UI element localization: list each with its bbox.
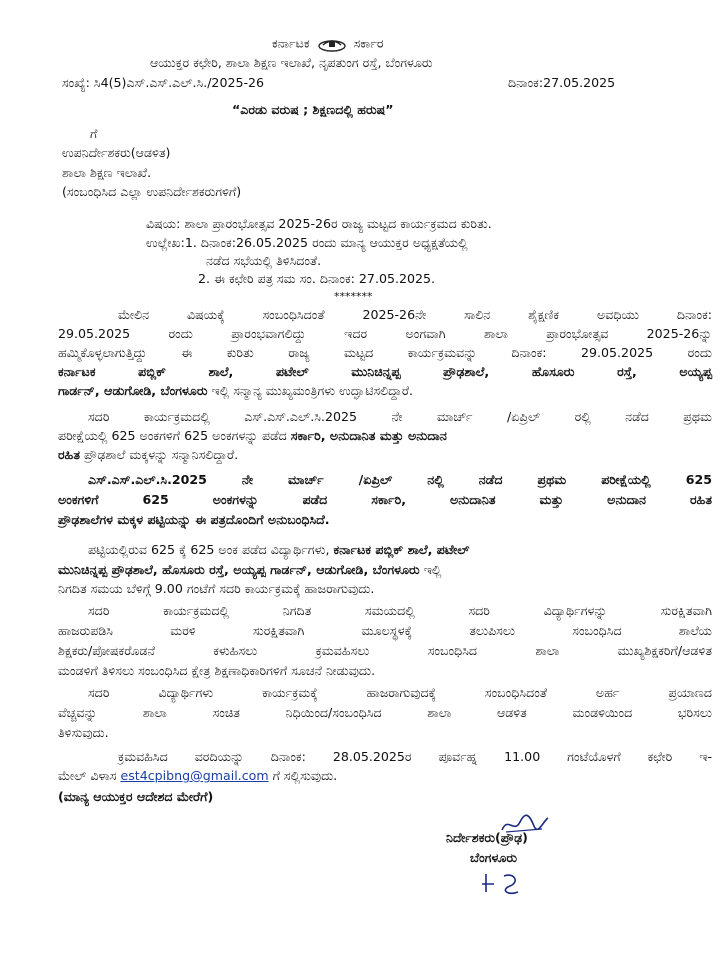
initials xyxy=(480,868,530,901)
para2-line-2 xyxy=(58,430,447,443)
govt-right-text: ಸರ್ಕಾರ xyxy=(353,35,384,51)
slogan: “ಎರಡು ವರುಷ ; ಶಿಕ್ಷಣದಲ್ಲಿ ಹರುಷ” xyxy=(232,102,394,117)
para2-line-2-bold: ಸರ್ಕಾರಿ, ಅನುದಾನಿತ ಮತ್ತು ಅನುದಾನ xyxy=(290,428,447,443)
para2-line-3-rest: ಪ್ರೌಢಶಾಲೆ ಮಕ್ಕಳನ್ನು ಸನ್ಮಾನಿಸಲಿದ್ದಾರೆ. xyxy=(80,447,239,462)
para2-line-2-normal: ಪರೀಕ್ಷೆಯಲ್ಲಿ 625 ಅಂಕಗಳಿಗೆ 625 ಅಂಕಗಳನ್ನು ಪಡೆದ xyxy=(58,428,287,443)
para1-line-2: 29.05.2025 ರಂದು ಪ್ರಾರಂಭವಾಗಲಿದ್ದು ಇದರ ಅಂಗವಾಗಿ ಶಾಲಾ ಪ್ರಾರಂಭೋತ್ಸವ 2025-26ನ್ನು xyxy=(58,326,712,341)
para5-line-3: ಶಿಕ್ಷಕರು/ಪೋಷಕರೊಡನೆ ಕಳುಹಿಸಲು ಕ್ರಮವಹಿಸಲು ಸಂಬಂಧಿಸಿದ ಶಾಲಾ ಮುಖ್ಯಶಿಕ್ಷಕರಿಗೆ/ಆಡಳಿತ xyxy=(58,643,712,658)
para4-line-2-rest: ಇಲ್ಲಿ xyxy=(419,562,442,577)
order-line: (ಮಾನ್ಯ ಆಯುಕ್ತರ ಆದೇಶದ ಮೇರೆಗೆ) xyxy=(58,789,214,804)
letter-date: ದಿನಾಂಕ:27.05.2025 xyxy=(508,75,616,90)
para3-line-3: ಪ್ರೌಢಶಾಲೆಗಳ ಮಕ್ಕಳ ಪಟ್ಟಿಯನ್ನು ಈ ಪತ್ರದೊಂದಿಗೆ ಅನುಬಂಧಿಸಿದೆ. xyxy=(58,512,330,527)
subject-line: ವಿಷಯ: ಶಾಲಾ ಪ್ರಾರಂಭೋತ್ಸವ 2025-26ರ ರಾಜ್ಯ ಮಟ್ಟದ ಕಾರ್ಯಕ್ರಮದ ಕುರಿತು. xyxy=(146,216,492,231)
para6-line-3: ತಿಳಿಸುವುದು. xyxy=(58,725,109,740)
para7-line-2-post: ಗೆ ಸಲ್ಲಿಸುವುದು. xyxy=(272,768,338,783)
para3-line-2: ಅಂಕಗಳಿಗೆ 625 ಅಂಕಗಳನ್ನು ಪಡೆದ ಸರ್ಕಾರಿ, ಅನುದಾನಿತ ಮತ್ತು ಅನುದಾನ ರಹಿತ xyxy=(58,492,712,507)
para4-line-1 xyxy=(88,544,469,557)
addressee-line-1: ಉಪನಿರ್ದೇಶಕರು(ಆಡಳಿತ) xyxy=(62,145,171,160)
reference-1-cont: ನಡೆದ ಸಭೆಯಲ್ಲಿ ತಿಳಿಸಿದಂತೆ. xyxy=(206,253,322,268)
para4-line-3: ನಿಗದಿತ ಸಮಯ ಬೆಳಿಗ್ಗೆ 9.00 ಗಂಟೆಗೆ ಸದರಿ ಕಾರ್ಯಕ್ರಮಕ್ಕೆ ಹಾಜರಾಗುವುದು. xyxy=(58,581,375,596)
para2-line-1: ಸದರಿ ಕಾರ್ಯಕ್ರಮದಲ್ಲಿ ಎಸ್.ಎಸ್.ಎಲ್.ಸಿ.2025 ನೇ ಮಾರ್ಚ್ /ಏಪ್ರಿಲ್ ರಲ್ಲಿ ನಡೆದ ಪ್ರಥಮ xyxy=(88,409,712,424)
para7-line-2-pre: ಮೇಲ್ ವಿಳಾಸ xyxy=(58,768,117,783)
para7-line-1: ಕ್ರಮವಹಿಸಿದ ವರದಿಯನ್ನು ದಿನಾಂಕ: 28.05.2025ರ ಪೂರ್ವಹ್ನ 11.00 ಗಂಟೆಯೊಳಗೆ ಕಛೇರಿ ಇ- xyxy=(118,749,712,764)
reference-2: 2. ಈ ಕಛೇರಿ ಪತ್ರ ಸಮ ಸಂ. ದಿನಾಂಕ: 27.05.2025. xyxy=(198,271,436,286)
para5-line-4: ಮಂಡಳಿಗೆ ತಿಳಿಸಲು ಸಂಬಂಧಿಸಿದ ಕ್ಷೇತ್ರ ಶಿಕ್ಷಣಾಧಿಕಾರಿಗಳಿಗೆ ಸೂಚನೆ ನೀಡುವುದು. xyxy=(58,663,376,678)
signatory-place: ಬೆಂಗಳೂರು xyxy=(470,850,518,865)
email-link[interactable]: est4cpibng@gmail.com xyxy=(120,768,269,783)
signatory-designation: ನಿರ್ದೇಶಕರು(ಪ್ರೌಢ) xyxy=(446,830,528,845)
para1-line-5-rest: ಇಲ್ಲಿ ಸನ್ಮಾನ್ಯ ಮುಖ್ಯಮಂತ್ರಿಗಳು ಉದ್ಘಾಟಿಸಲಿದ್ದಾರೆ. xyxy=(207,383,414,398)
para4-line-1-normal: ಪಟ್ಟಿಯಲ್ಲಿರುವ 625 ಕ್ಕೆ 625 ಅಂಕ ಪಡೆದ ವಿದ್ಯಾರ್ಥಿಗಳು, xyxy=(88,542,330,557)
addressee-line-3: (ಸಂಬಂಧಿಸಿದ ಎಲ್ಲಾ ಉಪನಿರ್ದೇಶಕರುಗಳಿಗೆ) xyxy=(62,184,242,199)
office-address: ಆಯುಕ್ತರ ಕಛೇರಿ, ಶಾಲಾ ಶಿಕ್ಷಣ ಇಲಾಖೆ, ನೃಪತುಂಗ ರಸ್ತೆ, ಬೆಂಗಳೂರು xyxy=(150,55,433,70)
para4-line-2-bold: ಮುನಿಚಿನ್ನಪ್ಪ ಪ್ರೌಢಶಾಲೆ, ಹೊಸೂರು ರಸ್ತೆ, ಅಯ್ಯಪ್ಪ ಗಾರ್ಡನ್, ಆಡುಗೋಡಿ, ಬೆಂಗಳೂರು xyxy=(58,562,420,577)
para4-line-1-bold: ಕರ್ನಾಟಕ ಪಬ್ಲಿಕ್ ಶಾಲೆ, ಪಟೇಲ್ xyxy=(333,542,470,557)
venue-text: ಗಾರ್ಡನ್, ಆಡುಗೋಡಿ, ಬೆಂಗಳೂರು xyxy=(58,383,208,398)
para5-line-2: ಹಾಜರುಪಡಿಸಿ ಮರಳಿ ಸುರಕ್ಷಿತವಾಗಿ ಮೂಲಸ್ಥಳಕ್ಕೆ ತಲುಪಿಸಲು ಸಂಬಂಧಿಸಿದ ಶಾಲೆಯ xyxy=(58,623,712,638)
addressee-line-2: ಶಾಲಾ ಶಿಕ್ಷಣ ಇಲಾಖೆ. xyxy=(62,165,152,180)
para2-line-3-bold: ರಹಿತ xyxy=(58,447,80,462)
para1-line-1: ಮೇಲಿನ ವಿಷಯಕ್ಕೆ ಸಂಬಂಧಿಸಿದಂತೆ 2025-26ನೇ ಸಾಲಿನ ಶೈಕ್ಷಣಿಕ ಅವಧಿಯು ದಿನಾಂಕ: xyxy=(118,307,712,322)
separator-stars: ******* xyxy=(334,290,373,303)
reference-1: ಉಲ್ಲೇಖ:1. ದಿನಾಂಕ:26.05.2025 ರಂದು ಮಾನ್ಯ ಆಯುಕ್ತರ ಅಧ್ಯಕ್ಷತೆಯಲ್ಲಿ xyxy=(146,235,468,250)
govt-header xyxy=(272,36,384,52)
para6-line-2: ವೆಚ್ಚವನ್ನು ಶಾಲಾ ಸಂಚಿತ ನಿಧಿಯಿಂದ/ಸಂಬಂಧಿಸಿದ ಶಾಲಾ ಆಡಳಿತ ಮಂಡಳಿಯಿಂದ ಭರಿಸಲು xyxy=(58,705,712,720)
para1-line-3: ಹಮ್ಮಿಕೊಳ್ಳಲಾಗುತ್ತಿದ್ದು ಈ ಕುರಿತು ರಾಜ್ಯ ಮಟ್ಟದ ಕಾರ್ಯಕ್ರಮವನ್ನು ದಿನಾಂಕ: 29.05.2025 ರಂದು xyxy=(58,345,712,360)
para1-line-4: ಕರ್ನಾಟಕ ಪಬ್ಲಿಕ್ ಶಾಲೆ, ಪಟೇಲ್ ಮುನಿಚಿನ್ನಪ್ಪ ಪ್ರೌಢಶಾಲೆ, ಹೊಸೂರು ರಸ್ತೆ, ಅಯ್ಯಪ್ಪ xyxy=(58,364,712,379)
para1-line-5 xyxy=(58,385,413,398)
to-word: ಗೆ xyxy=(90,126,98,141)
para6-line-1: ಸದರಿ ವಿದ್ಯಾರ್ಥಿಗಳು ಕಾರ್ಯಕ್ರಮಕ್ಕೆ ಹಾಜರಾಗುವುದಕ್ಕೆ ಸಂಬಂಧಿಸಿದಂತೆ ಅರ್ಹ ಪ್ರಯಾಣದ xyxy=(88,685,712,700)
para5-line-1: ಸದರಿ ಕಾರ್ಯಕ್ರಮದಲ್ಲಿ ನಿಗದಿತ ಸಮಯದಲ್ಲಿ ಸದರಿ ವಿದ್ಯಾರ್ಥಿಗಳನ್ನು ಸುರಕ್ಷಿತವಾಗಿ xyxy=(88,603,712,618)
para3-line-1: ಎಸ್.ಎಸ್.ಎಲ್.ಸಿ.2025 ನೇ ಮಾರ್ಚ್ /ಏಪ್ರಿಲ್ ನಲ್ಲಿ ನಡೆದ ಪ್ರಥಮ ಪರೀಕ್ಷೆಯಲ್ಲಿ 625 xyxy=(88,472,712,487)
para4-line-2 xyxy=(58,564,441,577)
para7-line-2 xyxy=(58,770,337,783)
para2-line-3 xyxy=(58,449,238,462)
reference-number: ಸಂಖ್ಯೆ: ಸಿ4(5)ಎಸ್.ಎಸ್.ಎಲ್.ಸಿ./2025-26 xyxy=(62,75,265,90)
govt-left-text: ಕರ್ನಾಟಕ xyxy=(272,35,310,51)
initials-scribble-icon xyxy=(480,868,530,898)
state-emblem-icon xyxy=(317,36,347,52)
